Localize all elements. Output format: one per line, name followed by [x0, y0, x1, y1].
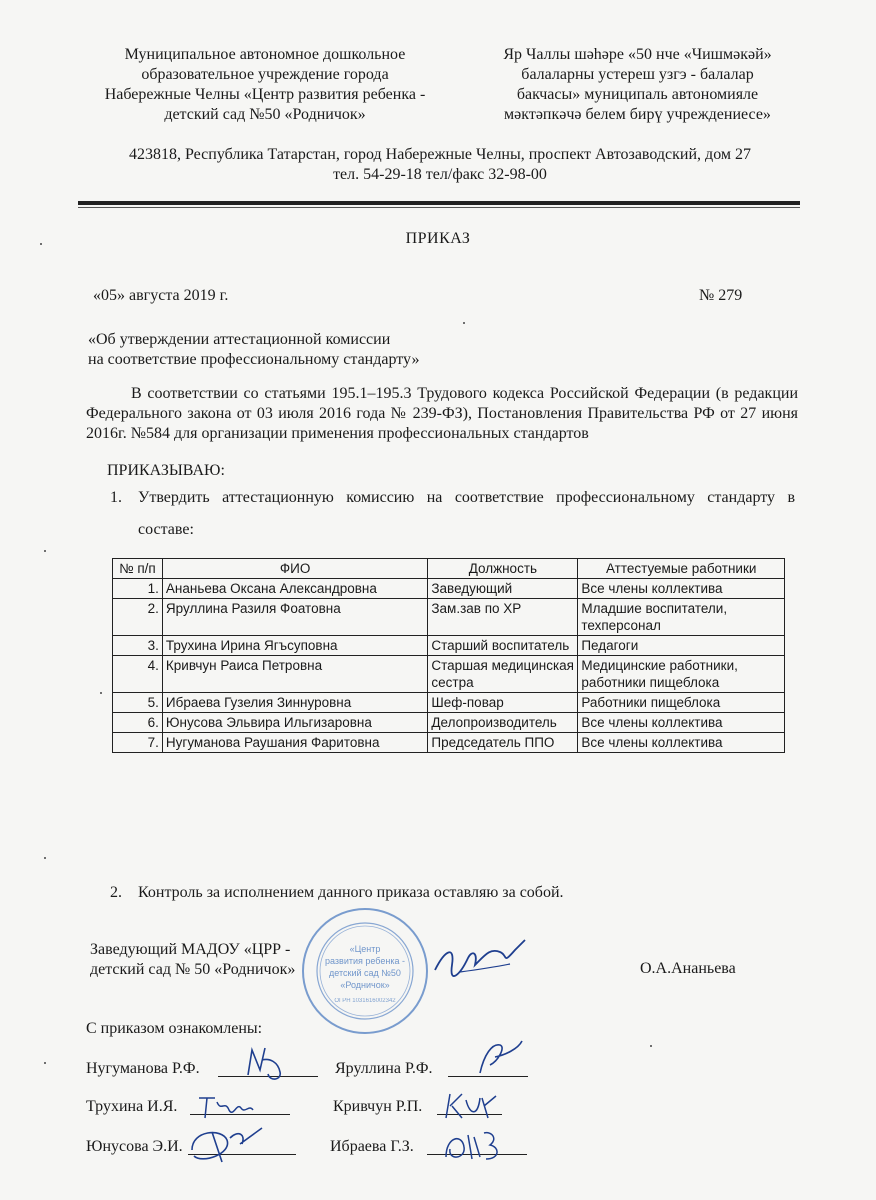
header-divider — [78, 201, 800, 205]
cell-name: Ибраева Гузелия Зиннуровна — [162, 693, 427, 713]
order-item-2 — [110, 884, 564, 902]
cell-number: 6. — [113, 713, 163, 733]
svg-text:«Центр: «Центр — [349, 944, 381, 954]
cell-number: 1. — [113, 579, 163, 599]
scan-speck — [463, 322, 465, 324]
scan-speck — [44, 1062, 46, 1064]
order-number: № 279 — [699, 287, 743, 304]
item-text: Контроль за исполнением данного приказа оставляю за собой. — [138, 884, 564, 901]
ack-name-4: Кривчун Р.П. — [333, 1098, 423, 1115]
acknowledgement-title: С приказом ознакомлены: — [86, 1020, 263, 1037]
cell-staff: Все члены коллектива — [578, 579, 785, 599]
signatory-name: О.А.Ананьева — [640, 960, 736, 977]
cell-name: Ананьева Оксана Александровна — [162, 579, 427, 599]
cell-position: Старшая медицинская сестра — [428, 656, 578, 693]
cell-number: 3. — [113, 636, 163, 656]
cell-number: 2. — [113, 599, 163, 636]
cell-position: Председатель ППО — [428, 733, 578, 753]
ack-signature-6-icon — [440, 1125, 505, 1165]
cell-number: 7. — [113, 733, 163, 753]
header-divider-thin — [78, 207, 800, 208]
order-directive: ПРИКАЗЫВАЮ: — [107, 462, 225, 479]
svg-text:«Родничок»: «Родничок» — [340, 980, 390, 990]
cell-name: Кривчун Раиса Петровна — [162, 656, 427, 693]
header-tatar: Яр Чаллы шәһәре «50 нче «Чишмәкәй» балаларны устереш узгэ - балалар бакчасы» муниципаль автономияле мәктәпкәчә белем бирү учреждениесе» — [503, 46, 772, 123]
scan-speck — [100, 692, 102, 694]
address-block: 423818, Республика Татарстан, город Набережные Челны, проспект Автозаводский, дом 27 тел. 54-29-18 тел/факс 32-98-00 — [128, 146, 752, 183]
table-row — [113, 713, 785, 733]
cell-position: Шеф-повар — [428, 693, 578, 713]
director-signature-icon — [430, 930, 530, 990]
ack-name-2: Яруллина Р.Ф. — [335, 1060, 433, 1077]
cell-staff: Младшие воспитатели, техперсонал — [578, 599, 785, 636]
item-text: Утвердить аттестационную комиссию на соответствие профессиональному стандарту в составе: — [138, 489, 795, 538]
header-russian: Муниципальное автономное дошкольное образовательное учреждение города Набережные Челны «Центр развития ребенка - детский сад №50 «Родничок» — [104, 46, 426, 123]
svg-text:детский сад №50: детский сад №50 — [329, 968, 401, 978]
order-item-1 — [110, 482, 795, 546]
scan-speck — [650, 1045, 652, 1047]
cell-staff: Медицинские работники, работники пищеблока — [578, 656, 785, 693]
ack-signature-5-icon — [182, 1120, 267, 1170]
ack-name-5: Юнусова Э.И. — [86, 1138, 183, 1155]
commission-table — [112, 558, 785, 753]
table-row — [113, 733, 785, 753]
col-header-staff: Аттестуемые работники — [578, 559, 785, 579]
col-header-number: № п/п — [113, 559, 163, 579]
cell-staff: Все члены коллектива — [578, 713, 785, 733]
item-number: 1. — [110, 489, 122, 506]
ack-name-6: Ибраева Г.З. — [330, 1138, 414, 1155]
cell-name: Яруллина Разиля Фоатовна — [162, 599, 427, 636]
table-row — [113, 636, 785, 656]
item-number: 2. — [110, 884, 122, 901]
signatory-position: Заведующий МАДОУ «ЦРР - детский сад № 50 «Родничок» — [90, 941, 296, 978]
scan-speck — [40, 243, 42, 245]
cell-number: 4. — [113, 656, 163, 693]
order-subject: «Об утверждении аттестационной комиссии на соответствие профессиональному стандарту» — [88, 331, 420, 368]
scan-speck — [44, 550, 46, 552]
col-header-position: Должность — [428, 559, 578, 579]
document-title: ПРИКАЗ — [405, 230, 471, 247]
cell-staff: Все члены коллектива — [578, 733, 785, 753]
cell-position: Старший воспитатель — [428, 636, 578, 656]
svg-text:ОГРН 1031616002342: ОГРН 1031616002342 — [334, 998, 396, 1004]
official-stamp-icon — [300, 906, 430, 1036]
svg-text:развития ребенка -: развития ребенка - — [325, 956, 405, 966]
table-row — [113, 599, 785, 636]
cell-position: Зам.зав по ХР — [428, 599, 578, 636]
col-header-name: ФИО — [162, 559, 427, 579]
cell-name: Нугуманова Раушания Фаритовна — [162, 733, 427, 753]
ack-name-1: Нугуманова Р.Ф. — [86, 1060, 200, 1077]
cell-name: Трухина Ирина Ягъсуповна — [162, 636, 427, 656]
cell-position: Заведующий — [428, 579, 578, 599]
scan-speck — [44, 857, 46, 859]
order-date: «05» августа 2019 г. — [93, 287, 229, 304]
ack-signature-1-icon — [240, 1040, 290, 1085]
ack-name-3: Трухина И.Я. — [86, 1098, 178, 1115]
cell-name: Юнусова Эльвира Ильгизаровна — [162, 713, 427, 733]
table-row — [113, 656, 785, 693]
cell-staff: Работники пищеблока — [578, 693, 785, 713]
ack-signature-4-icon — [440, 1088, 500, 1123]
ack-signature-2-icon — [470, 1035, 530, 1080]
order-preamble: В соответствии со статьями 195.1–195.3 Трудового кодекса Российской Федерации (в редакции Федерального закона от 03 июля 2016 года № 239-ФЗ), Постановления Правительства РФ от 27 июня 2016г. №584 для организации применения профессиональных стандартов — [86, 385, 798, 442]
table-header-row — [113, 559, 785, 579]
cell-number: 5. — [113, 693, 163, 713]
cell-staff: Педагоги — [578, 636, 785, 656]
cell-position: Делопроизводитель — [428, 713, 578, 733]
table-row — [113, 579, 785, 599]
table-row — [113, 693, 785, 713]
